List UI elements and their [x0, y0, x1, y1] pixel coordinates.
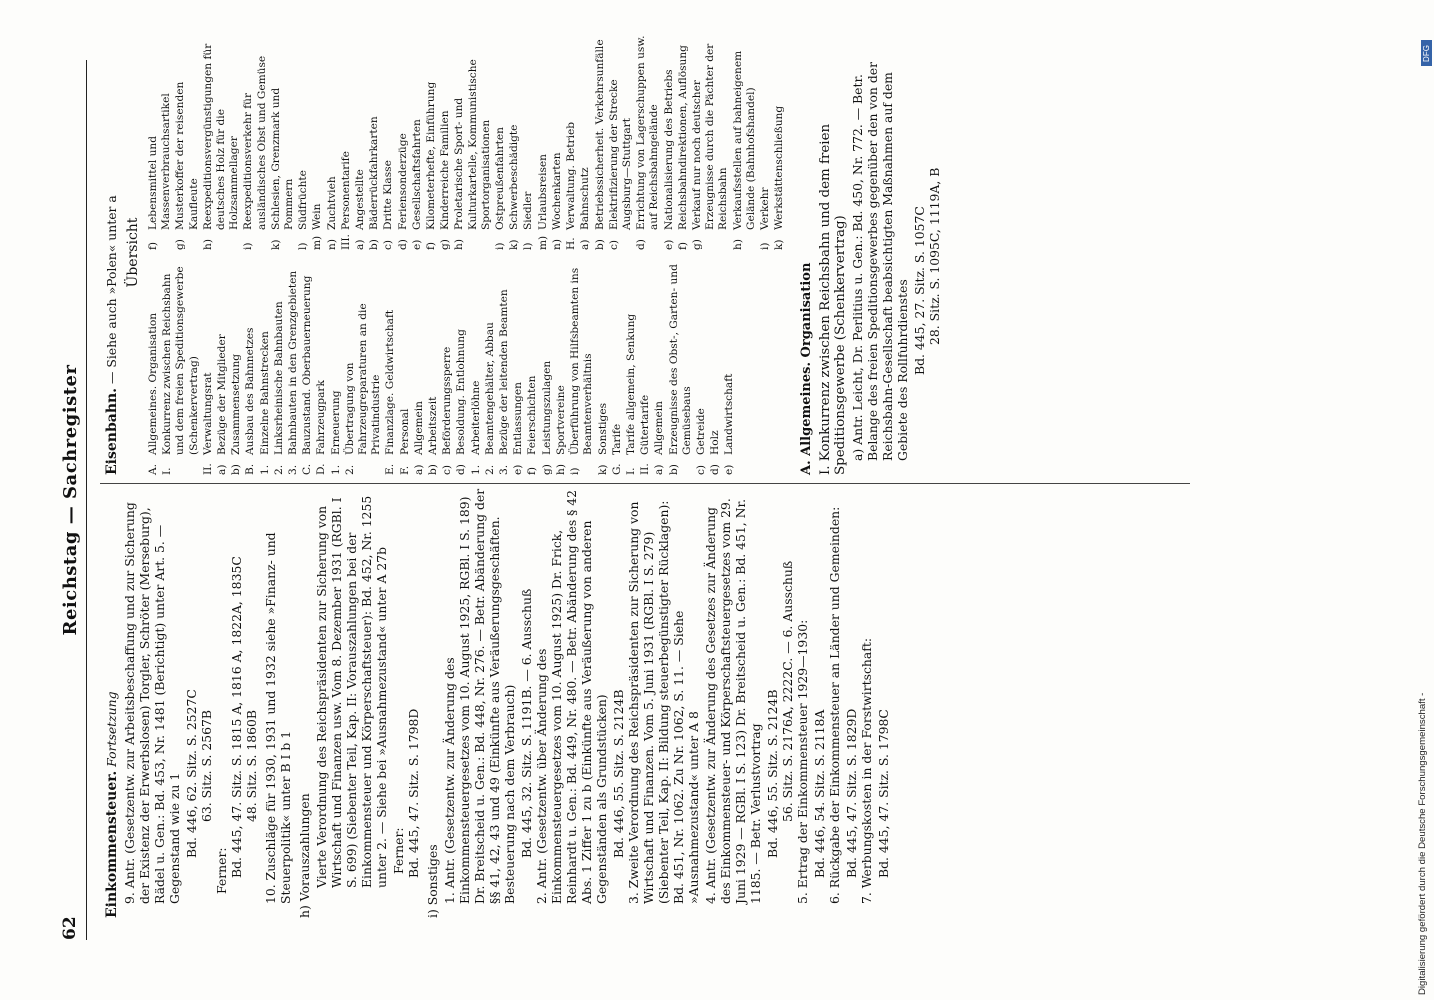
overview-item-text: Bahnschutz: [579, 167, 592, 230]
overview-item: [147, 35, 173, 250]
overview-item: [677, 35, 690, 250]
overview-item: [340, 35, 353, 250]
overview-item-text: Bauzustand. Oberbauerneuerung: [301, 275, 314, 455]
overview-item-label: G.: [610, 463, 623, 475]
overview-item-label: F.: [398, 465, 411, 475]
overview-item: [382, 35, 395, 250]
overview-item-text: Verwaltungsrat: [201, 372, 214, 455]
overview-item-text: Personal: [398, 408, 411, 455]
overview-item: [297, 35, 310, 250]
overview-item-text: Dritte Klasse: [382, 160, 395, 230]
page-number: 62: [60, 916, 80, 940]
entry-i7: 7. Werbungskosten in der Forstwirtschaft:: [859, 637, 874, 904]
reference: Bd. 446, 54. Sitz. S. 2118A: [812, 709, 827, 878]
overview-item-text: Feierschichten: [526, 375, 539, 455]
overview-item-text: Proletarische Sport- und Kulturkartelle, Kommunistische Sportorganisationen: [453, 59, 492, 230]
overview-item-text: Holz: [709, 430, 722, 455]
overview-item: [455, 260, 468, 475]
overview-item: [287, 260, 300, 475]
ferner-label: Ferner:: [214, 847, 229, 894]
overview-grid: [147, 30, 787, 475]
overview-item-label: g): [174, 239, 187, 250]
overview-item-label: e): [723, 464, 736, 475]
left-column: [104, 488, 891, 918]
overview-item: [635, 35, 661, 250]
overview-item: [344, 260, 384, 475]
overview-item-text: Nationalisierung des Betriebs: [662, 69, 675, 230]
overview-item: [427, 260, 440, 475]
overview-item-text: Allgemein: [412, 400, 425, 455]
section-a-heading: A. Allgemeines. Organisation: [799, 262, 815, 475]
overview-item: [354, 35, 367, 250]
overview-item-text: Wochenkarten: [550, 152, 563, 230]
entry-i6: 6. Rückgabe der Einkommensteuer an Länder und Gemeinden:: [827, 506, 842, 904]
overview-item: [759, 35, 772, 250]
overview-item: [484, 260, 497, 475]
overview-item: [230, 260, 243, 475]
overview-item-label: i): [569, 467, 582, 475]
overview-item-text: Finanzlage. Geldwirtschaft: [384, 309, 397, 455]
overview-item-label: b): [593, 239, 606, 250]
overview-item-text: Landwirtschaft: [723, 373, 736, 455]
overview-item: [301, 260, 314, 475]
overview-item: [695, 260, 708, 475]
overview-item-label: c): [441, 464, 454, 475]
overview-item-label: a): [653, 464, 666, 475]
overview-item: [397, 35, 410, 250]
entry-10: 10. Zuschläge für 1930, 1931 und 1932 siehe »Finanz- und Steuerpolitik« unter B I b 1: [263, 532, 293, 904]
funding-note: Digitalisierung gefördert durch die Deutsche Forschungsgemeinschaft -: [1417, 692, 1428, 995]
overview-item-text: Gütertarife: [639, 394, 652, 455]
overview-item-text: Musterkoffer der reisenden Kaufleute: [174, 81, 200, 230]
overview-item-text: Schlesien, Grenzmark und Pommern: [269, 87, 296, 230]
running-title: Reichstag — Sachregister: [60, 364, 81, 636]
overview-item-text: Tarife allgemein, Senkung: [624, 313, 637, 455]
reference: Bd. 445, 32. Sitz. S. 1191B. — 6. Ausschuß: [519, 588, 534, 858]
overview-item-text: Kinderreiche Familien: [439, 110, 452, 230]
overview-item: [216, 260, 229, 475]
overview-item-label: m): [311, 235, 324, 250]
overview-item-text: Allgemeines. Organisation: [147, 312, 159, 455]
reference: 56. Sitz. S. 2176A, 2222C. — 6. Ausschuß: [780, 560, 795, 822]
overview-item-text: Beförderungssperre: [441, 346, 454, 455]
overview-item: [551, 35, 564, 250]
overview-item-label: d): [455, 464, 468, 475]
overview-item-label: I.: [161, 467, 174, 475]
overview-item-label: a): [579, 239, 592, 250]
overview-item-text: Reexpeditionsvergünstigungen für deutsches Holz für die Holzsammellager: [201, 43, 241, 230]
overview-item: [147, 260, 160, 475]
overview-item-label: m): [536, 235, 549, 250]
entry-i2: 2. Antr. (Gesetzentw. über Änderung des Einkommensteuergesetzes vom 10. August 1925) Dr. Frick, Reinhardt u. Gen.: Bd. 449, Nr. 480. — Betr. Abänderung des § 42 Abs. 1 Ziffer 1 zu b (Einkünfte aus Veräußerung von anderen Gegenständen als Grundstücken): [534, 489, 609, 904]
overview-item: [608, 35, 634, 250]
overview-item-label: b): [427, 464, 440, 475]
overview-item-text: Arbeitszeit: [427, 396, 440, 455]
overview-item-label: l): [297, 242, 310, 250]
overview-item-text: Schwerbeschädigte: [508, 124, 521, 230]
overview-item: [425, 35, 438, 250]
overview-item-label: f): [676, 241, 689, 250]
overview-item-text: Verkaufsstellen auf bahneigenem Gelände (Bahnhofshandel): [731, 50, 757, 230]
overview-item-text: Konkurrenz zwischen Reichsbahn und dem freien Speditionsgewerbe (Schenkervertrag): [161, 266, 200, 455]
overview-item-label: a): [216, 464, 229, 475]
overview-item-label: 3.: [287, 464, 300, 475]
overview-item-text: Erneuerung: [329, 390, 342, 455]
overview-item-label: E.: [384, 463, 397, 475]
overview-item-label: h): [731, 239, 744, 250]
see-also: — Siehe auch »Polen« unter a: [104, 195, 119, 384]
overview-item-label: a): [354, 239, 367, 250]
overview-item: [569, 260, 595, 475]
overview-item-text: Zuchtvieh: [325, 176, 338, 230]
overview-item: [565, 35, 578, 250]
reference: 28. Sitz. S. 1095C, 1119A, B: [927, 167, 943, 345]
overview-item: [259, 260, 272, 475]
overview-item-text: Verkehr: [758, 187, 771, 230]
overview-item: [441, 260, 454, 475]
overview-item-label: A.: [147, 463, 159, 475]
overview-item: [522, 35, 535, 250]
overview-item-text: Reexpeditionsverkehr für ausländisches Obst und Gemüse: [242, 55, 268, 230]
overview-item-text: Personentarife: [339, 151, 352, 230]
overview-item-label: 2.: [272, 464, 285, 475]
overview-item-text: Sportvereine: [554, 385, 567, 455]
section-i-heading: I. Konkurrenz zwischen Reichsbahn und dem freien Speditionsgewerbe (Schenkervertrag): [818, 123, 849, 475]
overview-item-label: k): [773, 239, 786, 250]
overview-item-text: Betriebssicherheit. Verkehrsunfälle: [593, 39, 606, 230]
overview-item-text: Siedler: [522, 191, 535, 230]
overview-item-label: d): [396, 239, 409, 250]
overview-item: [326, 35, 339, 250]
overview-item: [470, 260, 483, 475]
overview-item-label: a): [412, 464, 425, 475]
overview-item-text: Überführung von Hilfsbeamten ins Beamtenverhältnis: [569, 267, 595, 455]
overview-item-label: g): [439, 239, 452, 250]
overview-item-label: n): [325, 239, 338, 250]
overview-item-text: Gesellschaftsfahrten: [410, 119, 423, 230]
overview-item: [594, 35, 607, 250]
overview-item: [709, 260, 722, 475]
overview-item-text: Lebensmittel und Massenverbrauchsartikel: [147, 93, 173, 230]
reference: Bd. 445, 47. Sitz. S. 1815 A, 1816 A, 1822A, 1835C: [229, 556, 244, 878]
overview-item: [244, 260, 257, 475]
overview-item-text: Verwaltung. Betrieb: [565, 121, 578, 230]
overview-item-label: f): [425, 241, 438, 250]
overview-item-text: Zusammensetzung: [230, 353, 243, 455]
reference: Bd. 445, 47. Sitz. S. 1829D: [844, 708, 859, 878]
entry-h: Vierte Verordnung des Reichspräsidenten zur Sicherung von Wirtschaft und Finanzen usw. Vom 8. Dezember 1931 (RGBl. I S. 699) (Siebenter Teil, Kap. II: Vorauszahlungen bei der Einkommensteuer und Körperschaftsteuer): Bd. 452, Nr. 1255 unter 2. — Siehe bei »Ausnahmezustand« unter A 27b: [314, 495, 389, 888]
overview-item-label: e): [512, 464, 525, 475]
overview-item-text: Bezüge der leitenden Beamten: [498, 289, 511, 455]
entry-i5: 5. Ertrag der Einkommensteuer 1929—1930:: [795, 619, 810, 904]
overview-item: [161, 260, 201, 475]
overview-item-label: i): [494, 242, 507, 250]
overview-item-label: III.: [339, 234, 352, 250]
overview-item-label: b): [230, 464, 243, 475]
overview-item-text: Bahnbauten in den Grenzgebieten: [287, 270, 300, 455]
overview-item-text: Feriensonderzüge: [396, 133, 409, 230]
overview-item-label: II.: [639, 463, 652, 475]
overview-item-label: e): [662, 239, 675, 250]
overview-item: [597, 260, 610, 475]
overview-item-text: Elektrifizierung der Strecke Augsburg—Stuttgart: [607, 79, 633, 230]
overview-item-label: f): [147, 241, 159, 250]
overview-item-text: Reichsbahndirektionen, Auflösung: [676, 45, 689, 230]
overview-item-text: Ostpreußenfahrten: [494, 127, 507, 230]
overview-item: [691, 35, 731, 250]
overview-item-text: Errichtung von Lagerschuppen usw. auf Reichsbahngelände: [635, 35, 661, 230]
entry-heading: Eisenbahn.: [104, 387, 120, 475]
overview-item: [625, 260, 638, 475]
overview-item-label: C.: [301, 463, 314, 475]
overview-item-label: 1.: [329, 464, 342, 475]
overview-item-label: i): [758, 242, 771, 250]
overview-item: [653, 260, 666, 475]
overview-item-text: Allgemein: [653, 400, 666, 455]
overview-item: [541, 260, 554, 475]
overview-item-text: Tarife: [610, 423, 623, 455]
overview-item: [413, 260, 426, 475]
overview-item: [311, 35, 324, 250]
overview-item: [732, 35, 758, 250]
reference: Bd. 445, 47. Sitz. S. 1798D: [406, 708, 421, 878]
overview-item-label: f): [526, 466, 539, 475]
overview-item-label: n): [550, 239, 563, 250]
overview-item: [512, 260, 525, 475]
overview-item-label: d): [709, 464, 722, 475]
overview-item-label: 1.: [258, 464, 271, 475]
overview-item-text: Linksrheinische Bahnbauten: [272, 301, 285, 455]
overview-item-text: Wein: [311, 203, 324, 230]
overview-item-label: l): [522, 242, 535, 250]
overview-right: [147, 35, 787, 250]
overview-item: [202, 35, 242, 250]
overview-item: [498, 260, 511, 475]
reference: Bd. 445, 47. Sitz. S. 1798C: [876, 709, 891, 878]
overview-item-label: d): [635, 239, 648, 250]
overview-item: [453, 35, 493, 250]
overview-item-text: Urlaubsreisen: [536, 154, 549, 230]
overview-left: [147, 260, 787, 475]
overview-item: [639, 260, 652, 475]
overview-item-label: g): [540, 464, 553, 475]
overview-item: [174, 35, 200, 250]
entry-i3: 3. Zweite Verordnung des Reichspräsidenten zur Sicherung von Wirtschaft und Finanzen. Vom 5. Juni 1931 (RGBl. I S. 279) (Siebenter Teil, Kap. II: Bildung steuerbegünstigter Rücklagen): Bd. 451, Nr. 1062. Zu Nr. 1062, S. 11. — Siehe »Ausnahmezustand« unter A 8: [626, 500, 701, 904]
overview-item-label: b): [368, 239, 381, 250]
column-divider: [100, 483, 1190, 484]
overview-item: [399, 260, 412, 475]
overview-item-label: h): [453, 239, 466, 250]
overview-item-label: k): [269, 239, 282, 250]
reference: Bd. 446, 62. Sitz. S. 2527C: [184, 689, 199, 858]
overview-item-text: Werkstättenschließung: [773, 105, 786, 230]
overview-item: [555, 260, 568, 475]
overview-item-text: Arbeiterlöhne: [469, 380, 482, 455]
overview-item-label: D.: [315, 463, 328, 475]
overview-item-text: Beamtengehälter, Abbau: [483, 322, 496, 455]
overview-item-text: Erzeugnisse des Obst-, Garten- und Gemüsebaus: [667, 264, 693, 455]
overview-item: [508, 35, 521, 250]
overview-item: [663, 35, 676, 250]
overview-item: [723, 260, 736, 475]
subsection-h: h) Vorauszahlungen: [297, 793, 312, 918]
overview-item-text: Bezüge der Mitglieder: [216, 334, 229, 455]
overview-item-text: Südfrüchte: [297, 170, 310, 230]
overview-item-label: 3.: [498, 464, 511, 475]
overview-item-text: Getreide: [694, 408, 707, 455]
overview-item: [368, 35, 381, 250]
overview-item-label: i): [242, 242, 255, 250]
overview-item-text: Fahrzeugpark: [315, 380, 328, 455]
overview-item: [273, 260, 286, 475]
overview-item: [579, 35, 592, 250]
reference: Bd. 446, 55. Sitz. S. 2124B: [611, 689, 626, 858]
overview-item: [494, 35, 507, 250]
overview-item-text: Ausbau des Bahnnetzes: [244, 327, 257, 455]
overview-item-label: k): [596, 464, 609, 475]
overview-item-label: g): [690, 239, 703, 250]
overview-item-text: Besoldung. Entlohnung: [455, 329, 468, 455]
overview-item: [411, 35, 424, 250]
overview-item-label: k): [508, 239, 521, 250]
overview-item: [439, 35, 452, 250]
overview-item: [537, 35, 550, 250]
overview-item-label: 2.: [343, 464, 356, 475]
overview-item: [242, 35, 268, 250]
overview-item-text: Kilometerhefte, Einführung: [425, 81, 438, 230]
reference: Bd. 445, 27. Sitz. S. 1057C: [912, 206, 928, 375]
reference: 63. Sitz. S. 2567B: [199, 709, 214, 822]
reference: Bd. 446, 55. Sitz. S. 2124B: [765, 689, 780, 858]
overview-item-label: b): [667, 464, 680, 475]
overview-item-label: h): [201, 239, 214, 250]
overview-item-text: Sonstiges: [596, 402, 609, 455]
overview-item-label: c): [694, 464, 707, 475]
overview-item-label: c): [607, 239, 620, 250]
entry-a: a) Antr. Leicht, Dr. Perlitius u. Gen.: Bd. 450, Nr. 772. — Betr. Belange des freien Speditionsgewerbes gegenüber den von der Reichsbahn-Gesellschaft beabsichtigten Maßnahmen auf dem Gebiete des Rollfuhrdienstes: [850, 61, 911, 461]
right-column: [104, 30, 942, 475]
heading-continuation: Fortsetzung: [104, 691, 119, 767]
overview-item-text: Übertragung von Fahrzeugreparaturen an die Privatindustrie: [343, 303, 383, 455]
overview-item-text: Bäderrückfahrkarten: [368, 116, 381, 230]
overview-item: [611, 260, 624, 475]
overview-item: [315, 260, 328, 475]
overview-item-text: Verkauf nur noch deutscher Erzeugnisse durch die Pächter der Reichsbahn: [690, 43, 730, 230]
overview-item: [668, 260, 694, 475]
overview-item-text: Angestellte: [354, 169, 367, 230]
overview-item-label: H.: [565, 237, 578, 250]
ferner-label: Ferner:: [391, 827, 406, 874]
overview-item: [330, 260, 343, 475]
entry-i1: 1. Antr. (Gesetzentw. zur Änderung des Einkommensteuergesetzes vom 10. August 1925, RGBl. I S. 189) Dr. Breitscheid u. Gen.: Bd. 448, Nr. 276. — Betr. Abänderung der §§ 41, 42, 43 und 49 (Einkünfte aus Veräußerungsgeschäften. Besteuerung nach dem Verbrauch): [442, 488, 517, 904]
page-header: [60, 60, 87, 940]
overview-item: [526, 260, 539, 475]
subsection-i: i) Sonstiges: [425, 844, 440, 918]
reference: 48. Sitz. S. 1860B: [244, 709, 259, 822]
overview-item-label: I.: [624, 467, 637, 475]
entry-heading: Einkommensteuer.: [104, 770, 120, 918]
overview-item-label: 1.: [469, 464, 482, 475]
overview-item-text: Einzelne Bahnstrecken: [258, 331, 271, 455]
overview-item-text: Entlassungen: [512, 382, 525, 455]
overview-item-label: 2.: [483, 464, 496, 475]
overview-item-label: B.: [244, 463, 257, 475]
dfg-badge: DFG: [1421, 40, 1432, 66]
overview-item: [773, 35, 786, 250]
overview-item: [270, 35, 296, 250]
overview-item-label: h): [554, 464, 567, 475]
overview-item: [384, 260, 397, 475]
overview-item-label: II.: [201, 463, 214, 475]
entry-i4: 4. Antr. (Gesetzentw. zur Änderung des Gesetzes zur Änderung des Einkommensteuer- und Körperschaftsteuergesetzes vom 29. Juni 1929 — RGBl. I S. 123) Dr. Breitscheid u. Gen.: Bd. 451, Nr. 1185. — Betr. Verlustvortrag: [703, 498, 763, 904]
entry-9: 9. Antr. (Gesetzentw. zur Arbeitsbeschaffung und zur Sicherung der Existenz der Erwerbslosen) Torgler, Schröter (Merseburg), Rädel u. Gen.: Bd. 453, Nr. 1481 (Berichtigt) unter Art. 5. — Gegenstand wie zu 1: [122, 502, 182, 904]
overview-item-label: c): [382, 239, 395, 250]
overview-item-label: e): [410, 239, 423, 250]
overview-item-text: Leistungszulagen: [540, 360, 553, 455]
overview-item: [202, 260, 215, 475]
overview-title: Übersicht: [125, 217, 141, 288]
